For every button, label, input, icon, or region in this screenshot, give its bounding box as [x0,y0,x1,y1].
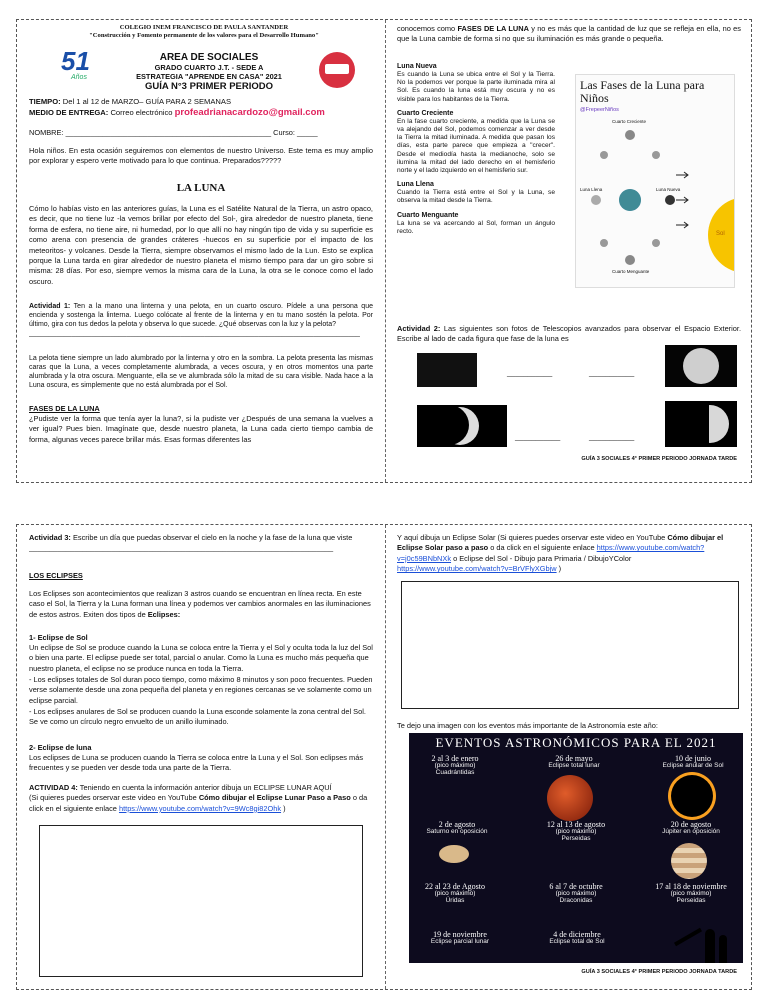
nombre-line[interactable]: __________________________________________________ [65,128,272,137]
saturn-icon [439,845,469,863]
answer-line-3[interactable]: ___________ [515,432,561,441]
event-2-name: Eclipse total lunar [548,762,600,769]
full-moon-icon [683,348,719,384]
events-title: EVENTOS ASTRONÓMICOS PARA EL 2021 [435,735,717,750]
activity4-sub-b: Cómo dibujar el Eclipse Lunar Paso a Paso [198,793,351,803]
medio-label: MEDIO DE ENTREGA: [29,108,109,117]
page2-right-column [397,525,743,989]
telescope-silhouette-icon [665,923,735,963]
greeting-text: Hola niños. En esta ocasión seguiremos con elementos de nuestro Universo. Este tema es muy amplio por explorar y espero verte motivado para lo que continua. Preparados????? [29,146,373,166]
event-5-sub: (pico máximo) [555,828,597,835]
events-intro: Te dejo una imagen con los eventos más importante de la Astronomía este año: [397,721,658,730]
event-11 [529,931,625,945]
moon-icon [600,239,608,247]
label-sol: Sol [716,231,725,237]
event-5-name: Perseidas [561,835,591,842]
moon-icon [600,151,608,159]
eclipse-luna-text: Los eclipses de Luna se producen cuando la Tierra se coloca entre la Luna y el Sol. Son eclipses más frecuentes y se pueden ver desde toda una parte de la Tierra. [29,753,364,773]
moon-icon [625,255,635,265]
guide-title: GUÍA N°3 PRIMER PERIODO [144,81,274,92]
activity1-label: Actividad 1: [29,303,71,310]
activity1-explanation: La pelota tiene siempre un lado alumbrado por la linterna y otro en la sombra. La pelota presenta las mismas caras que la Luna, a veces completamente alumbrada, a veces oscura, y en otros momentos una parte alumbrada y la otra oscura. Menguante, ella se ve alumbrada sólo la mitad de su cara visible. Nada hace a la Luna oscura, es simplemente que no está alumbrada por el Sol. [29,355,373,389]
phase-llena-text: Cuando la Tierra está entre el Sol y la Luna, se observa la mitad desde la Tierra. [397,189,555,205]
event-6 [645,821,737,835]
school-seal [319,52,355,88]
fases-cont-bold: FASES DE LA LUNA [457,24,529,33]
column-divider [385,525,386,989]
blood-moon-icon [547,775,593,821]
answer-line-4[interactable]: ___________ [589,432,635,441]
school-header [59,24,349,39]
guide-heading [109,52,309,92]
event-4 [417,821,497,835]
event-2 [529,755,619,769]
activity4-text: Teniendo en cuenta la información anterior dibuja un ECLIPSE LUNAR AQUÍ [79,783,332,792]
phase-creciente-text: En la fase cuarto creciente, a medida que la Luna se va alejando del Sol, podemos comenzar a ver desde la Tierra la mitad iluminada. A medida que pasan los días, esta parte parece que empieza a "crecer". Desde el mediodía hasta la medianoche, solo se ilumina la mitad del lado derecho en el hemisferio norte y el lado izquierdo en el hemisferio sur. [397,117,555,175]
event-8-date: 6 al 7 de octubre [549,882,603,891]
activity4-label: ACTIVIDAD 4: [29,783,78,792]
label-creciente: Cuarto Creciente [612,119,647,124]
event-11-date: 4 de diciembre [553,930,601,939]
event-9-date: 17 al 18 de noviembre [655,882,727,891]
phase-creciente-name: Cuarto Creciente [397,109,454,117]
label-llena: Luna Llena [580,187,603,192]
eclipses-title: LOS ECLIPSES [29,571,83,580]
quarter-shadow-icon [671,405,709,443]
medio-value: Correo electrónico [110,108,173,117]
logo-number: 51 [61,46,90,76]
lunar-eclipse-drawing-box[interactable] [39,825,363,977]
eclipse-sol-title: 1- Eclipse de Sol [29,633,88,642]
event-2-date: 26 de mayo [555,754,593,763]
event-4-date: 2 de agosto [438,820,476,829]
annular-eclipse-icon [671,775,713,817]
phase-menguante-name: Cuarto Menguante [397,211,459,219]
eclipses-intro [29,589,373,620]
event-9-name: Perseidas [676,897,706,904]
fases-cont-b: y no es más que la cantidad de luz que se refleja en ella, no es que la Luna cambie de forma si no que su iluminación es más grande o pequeña. [397,24,741,44]
grade-title: GRADO CUARTO J.T. - SEDE A [154,63,264,72]
person-icon [705,929,715,963]
event-3-date: 10 de junio [675,754,711,763]
moon-phases-diagram [575,74,735,288]
fases-continuation [397,24,741,45]
event-9-sub: (pico máximo) [670,890,712,897]
moon-icon [665,195,675,205]
area-title: AREA DE SOCIALES [159,52,259,63]
anniversary-logo [59,46,99,84]
page1-right-column [397,20,743,482]
telescope-tube-icon [674,928,702,946]
eclipse-sol-anular: - Los eclipses anulares de Sol se producen cuando la Luna esconde solamente la zona central del Sol. Se ve como un círculo negro envuelto de un anillo iluminado. [29,707,366,727]
activity4 [29,783,373,814]
activity3 [29,533,373,554]
phase-nueva-name: Luna Nueva [397,63,437,70]
event-10-date: 19 de noviembre [433,930,487,939]
solar-eclipse-intro [397,533,741,575]
activity3-text: Escribe un día que puedas observar el cielo en la noche y la fase de la luna que viste [72,533,353,542]
label-menguante: Cuarto Menguante [612,269,650,274]
eclipses-intro-b: Eclipses: [147,609,181,619]
event-3-name: Eclipse anular de Sol [662,762,724,769]
earth-land-icon [619,189,641,211]
event-9 [645,883,737,904]
fases-title: FASES DE LA LUNA [29,404,100,413]
solar-intro-a: Y aquí dibuja un Eclipse Solar (Si quieres puedes orservar este video en YouTube [397,533,668,542]
event-5 [533,821,619,842]
teacher-email[interactable]: profeadrianacardozo@gmail.com [174,107,325,118]
page2-footer: GUÍA 3 SOCIALES 4° PRIMER PERIODO JORNADA TARDE [581,969,737,975]
moon-icon [652,239,660,247]
event-5-date: 12 al 13 de agosto [546,820,606,829]
moon-photo-new [417,353,477,387]
activity2-label: Actividad 2: [397,324,441,333]
phase-llena-name: Luna Llena [397,181,434,189]
phase-descriptions [397,62,555,236]
page1-left-column [29,20,373,482]
tiempo-value: Del 1 al 12 de MARZO– GUÍA PARA 2 SEMANAS [62,97,232,106]
solar-intro-close: ) [556,564,562,574]
activity2 [397,324,741,345]
activity4-close: ) [281,803,286,813]
event-8-sub: (pico máximo) [555,890,597,897]
phase-creciente [397,109,555,175]
moon-photo-full [665,345,737,387]
activity3-line[interactable]: __________________________________________________________________________ [29,543,334,553]
event-4-name: Saturno en oposición [426,828,488,835]
school-motto: "Construcción y Fomento permanente de los valores para el Desarrollo Humano" [89,31,319,39]
event-6-date: 20 de agosto [670,820,712,829]
phase-menguante-text: La luna se va acercando al Sol, forman un ángulo recto. [397,219,555,235]
arrow-icon [676,172,688,178]
answer-line-2[interactable]: ___________ [589,368,635,377]
event-11-name: Eclipse total de Sol [549,938,605,945]
nombre-label: NOMBRE: [29,128,64,137]
event-10 [415,931,505,945]
curso-line[interactable]: _____ [297,128,318,137]
phase-nueva-text: Es cuando la Luna se ubica entre el Sol y la Tierra. No la podemos ver porque la parte iluminada mira al Sol. Es cuando la luna está muy oscura y no es visible para los habitantes de la Tierra. [397,71,555,103]
event-7-sub: (pico máximo) [434,890,476,897]
fases-text: ¿Pudiste ver la forma que tenía ayer la luna?, si la pudiste ver ¿Después de una semana la vuelves a ver igual? Pues bien. Imagínate que, desde nuestro planeta, la Luna cada cierto tiempo cambia de forma, algunas veces parece brillar más. Esas formas diferentes las [29,414,373,444]
event-7-name: Úridas [445,897,465,904]
answer-line-1[interactable]: ___________ [507,368,553,377]
fases-cont-a: conocemos como [397,24,458,33]
dibujoycolor-video-link[interactable]: https://www.youtube.com/watch?v=BrVFlyXGbjw [397,564,557,574]
luna-title: LA LUNA [176,182,226,194]
curso-label: Curso: [273,128,295,137]
event-7-date: 22 al 23 de Agosto [425,882,485,891]
worksheet-page-2 [16,524,752,990]
event-1-name: Cuadrántidas [435,769,475,776]
activity1-text: Ten a la mano una linterna y una pelota, en un cuarto oscuro. Pídele a una persona que encienda y sostenga la linterna. Luego colócate al frente de la linterna y en tu mano sostén la pelota. Por último, gira con tus dedos la pelota y observa lo que sucede. ¿Qué observas con la luz y la pelota? [29,303,373,328]
diagram-title: Las Fases de la Luna para Niños [580,78,705,105]
moon-icon [652,151,660,159]
phase-llena [397,180,555,205]
time-info [29,96,373,118]
activity4-sub-a: (Si quieres puedes orservar este video en YouTube [29,793,199,803]
page1-footer: GUÍA 3 SOCIALES 4° PRIMER PERIODO JORNADA TARDE [581,456,737,462]
column-divider [385,20,386,482]
crescent-shadow-icon [429,405,469,445]
event-8-name: Draconidas [559,897,593,904]
event-3 [647,755,739,769]
luna-intro: Cómo lo habías visto en las anteriores guías, la Luna es el Satélite Natural de la Tierra, un astro opaco, es decir, que no tiene luz -la vemos brillar por efecto del Sol-, gira alrededor de nuestro planeta, tiene forma de esfera, no tiene aire, ni humedad, por lo que allí no hay ningún tipo de vida y su superficie es como arena con presencia de grandes cráteres -huecos en su superficie por el impacto de los meteoritos- y volcanes. Desde la Tierra, siempre observamos el mismo lado de la Lun. Esto se explica porque la Luna tarda en girar alrededor de nuestro planeta el mismo tiempo para dar un giro sobre si misma: 28 días. Por eso, siempre vemos la misma cara de la Luna, la otra se le conoce como el lado oscuro. [29,204,373,286]
event-10-name: Eclipse parcial lunar [430,938,490,945]
activity1-answer-line[interactable]: _____________________________________________________________________________________ [29,330,360,337]
moon-icon [591,195,601,205]
label-nueva: Luna Nueva [656,187,681,192]
phase-menguante [397,211,555,236]
event-1-sub: (pico máximo) [434,762,476,769]
phase-nueva [397,62,555,104]
event-1-date: 2 al 3 de enero [431,754,479,763]
event-7 [415,883,495,904]
solar-intro-d: o Eclipse del Sol - Dibujo para Primaria / DibujoYColor [451,553,632,563]
eclipse-sol-total: - Los eclipses totales de Sol duran poco tiempo, como máximo 8 minutos y son poco frecuentes. Pueden verse solamente desde una zona pequeña del planeta y en regiones cercanas se ve solamente como un eclipse parcial. [29,675,373,705]
activity3-label: Actividad 3: [29,533,71,542]
diagram-handle: @FrepeerNiños [580,107,619,113]
arrow-icon [676,197,688,203]
moon-photo-crescent [417,405,507,447]
event-1 [415,755,495,776]
eclipse-luna-title: 2- Eclipse de luna [29,743,92,752]
logo-subtitle: Años [71,74,87,81]
activity1 [29,302,373,338]
event-8 [533,883,619,904]
strategy-title: ESTRATEGIA "APRENDE EN CASA" 2021 [136,72,282,81]
person-icon [719,935,727,963]
solar-intro-b: Cómo dibujar el Eclipse Solar paso a paso [397,533,724,553]
lunar-eclipse-video-link[interactable]: https://www.youtube.com/watch?v=9Wc8gi82Ohk [118,803,282,813]
activity2-text: Las siguientes son fotos de Telescopios avanzados para observar el Espacio Exterior. Escribe al lado de cada figura que fase de la luna es [397,324,741,344]
moon-photo-quarter [665,401,737,447]
eclipses-intro-a: Los Eclipses son acontecimientos que realizan 3 astros cuando se encuentran en línea recta. En este caso el Sol, la Tierra y la Luna forman una línea y podemos ver cambios anormales en las iluminaciones de estos astros. Exiten dos tipos de [29,589,371,619]
solar-eclipse-drawing-box[interactable] [401,581,739,709]
name-field-row [29,128,373,138]
activity4-sub-c: o da click en el siguiente enlace [29,793,368,813]
event-6-name: Júpiter en oposición [662,828,720,835]
arrow-icon [676,222,688,228]
tiempo-label: TIEMPO: [29,97,61,106]
eclipse-sol-text: Un eclipse de Sol se produce cuando la Luna se coloca entre la Tierra y el Sol y oculta toda la luz del Sol o bien una parte. El eclipse puede ser total, parcial o anular. Como la Luna es mucho más pequeña que nuestro planeta, el eclipse no se produce nunca en toda la Tierra. [29,643,373,673]
worksheet-page-1 [16,19,752,483]
jupiter-icon [671,843,707,879]
astronomical-events-image [409,733,743,963]
solar-eclipse-video-link[interactable]: https://www.youtube.com/watch?v=j0c59BNbNXk [397,543,705,563]
diagram-drawing [576,75,734,287]
moon-icon [625,130,635,140]
solar-intro-c: o da click en el siguiente enlace [488,543,597,553]
page2-left-column [29,525,373,989]
school-name: COLEGIO INEM FRANCISCO DE PAULA SANTANDER [119,24,289,31]
